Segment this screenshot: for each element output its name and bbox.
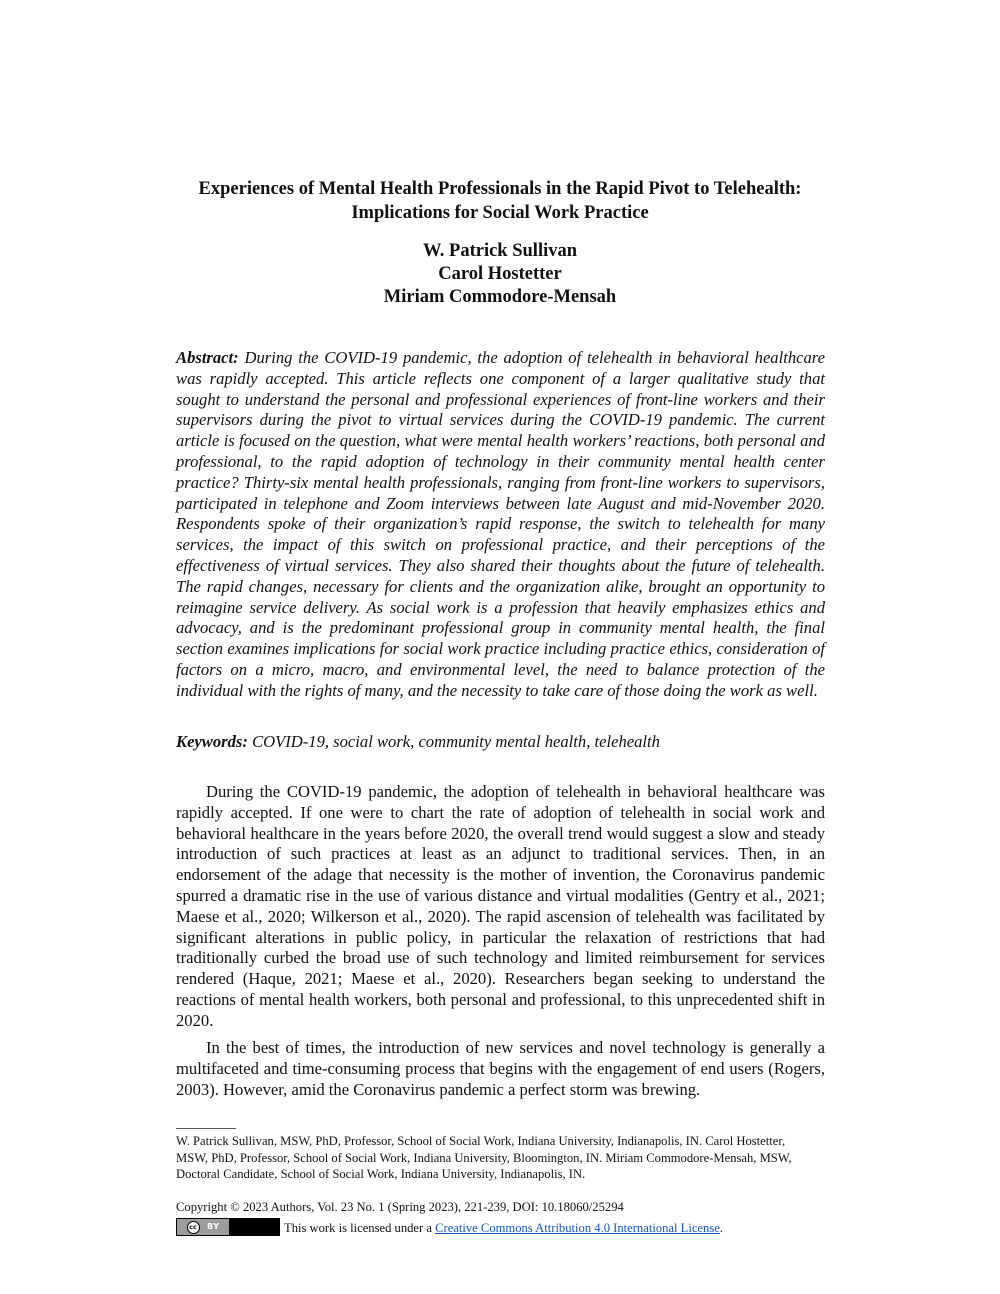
cc-icon: cc <box>187 1221 200 1234</box>
title-line-2: Implications for Social Work Practice <box>351 203 649 223</box>
keywords <box>176 731 825 752</box>
title-line-1: Experiences of Mental Health Professionals in the Rapid Pivot to Telehealth: <box>198 179 802 199</box>
author-list <box>150 240 850 309</box>
cc-by-license-badge[interactable] <box>176 1218 280 1236</box>
license-prefix: This work is licensed under a <box>284 1221 432 1235</box>
author-name: Miriam Commodore-Mensah <box>383 287 617 307</box>
article-title <box>150 177 850 225</box>
abstract-text: During the COVID-19 pandemic, the adoption of telehealth in behavioral healthcare was rapidly accepted. This article reflects one component of a larger qualitative study that sought to understand the personal and professional experiences of front-line workers and their supervisors during the pivot to virtual services during the COVID-19 pandemic. The current article is focused on the question, what were mental health workers’ reactions, both personal and professional, to the rapid adoption of technology in their community mental health center practice? Thirty-six mental health professionals, ranging from front-line workers to supervisors, participated in telephone and Zoom interviews between late August and mid-November 2020. Respondents spoke of their organization’s rapid response, the switch to telehealth for many services, the impact of this switch on professional practice, and their perceptions of the effectiveness of virtual services. They also shared their thoughts about the future of telehealth. The rapid changes, necessary for clients and the organization alike, brought an opportunity to reimagine service delivery. As social work is a profession that heavily emphasizes ethics and advocacy, and is the predominant professional group in community mental health, the final section examines implications for social work practice including practice ethics, consideration of factors on a micro, macro, and environmental level, the need to balance protection of the individual with the rights of many, and the necessity to take care of those doing the work as well. <box>176 348 825 700</box>
cc-badge-left <box>177 1219 229 1235</box>
author-name: W. Patrick Sullivan <box>422 241 578 261</box>
cc-badge-right <box>229 1219 279 1235</box>
license-notice <box>176 1214 723 1236</box>
copyright-line: Copyright © 2023 Authors, Vol. 23 No. 1 (Spring 2023), 221-239, DOI: 10.18060/25294 <box>176 1200 624 1214</box>
keywords-text: COVID-19, social work, community mental health, telehealth <box>252 732 660 751</box>
body-paragraph: During the COVID-19 pandemic, the adoption of telehealth in behavioral healthcare was rapidly accepted. If one were to chart the rate of adoption of telehealth in social work and behavioral healthcare in the years before 2020, the overall trend would suggest a slow and steady introduction of such practices at least as an adjunct to traditional services. Then, in an endorsement of the adage that necessity is the mother of invention, the Coronavirus pandemic spurred a dramatic rise in the use of various distance and virtual modalities (Gentry et al., 2021; Maese et al., 2020; Wilkerson et al., 2020). The rapid ascension of telehealth was facilitated by significant alterations in public policy, in particular the relaxation of restrictions that had traditionally curbed the broad use of such technology and limited reimbursement for services rendered (Haque, 2021; Maese et al., 2020). Researchers began seeking to understand the reactions of mental health workers, both personal and professional, to this unprecedented shift in 2020. <box>176 782 825 1030</box>
abstract-label: Abstract: <box>176 348 239 367</box>
license-suffix: . <box>719 1221 723 1235</box>
author-affiliations-footnote: W. Patrick Sullivan, MSW, PhD, Professor, School of Social Work, Indiana University, Indianapolis, IN. Carol Hostetter, MSW, PhD, Professor, School of Social Work, Indiana University, Bloomington, IN. Miriam Commodore-Mensah, MSW, Doctoral Candidate, School of Social Work, Indiana University, Indianapolis, IN. <box>176 1134 792 1181</box>
body-paragraph: In the best of times, the introduction of new services and novel technology is generally a multifaceted and time-consuming process that begins with the engagement of end users (Rogers, 2003). However, amid the Coronavirus pandemic a perfect storm was brewing. <box>176 1038 825 1099</box>
author-name: Carol Hostetter <box>438 264 562 284</box>
abstract <box>176 348 825 702</box>
keywords-label: Keywords: <box>176 732 248 751</box>
footnote-divider <box>176 1128 236 1129</box>
license-link[interactable]: Creative Commons Attribution 4.0 International License <box>435 1221 720 1235</box>
cc-by-label: BY <box>207 1222 220 1231</box>
